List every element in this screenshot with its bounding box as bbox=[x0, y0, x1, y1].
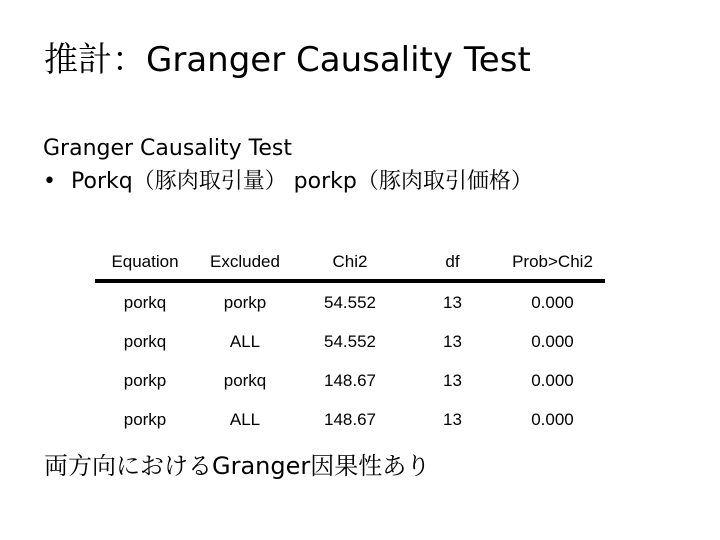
cell-equation: porkq bbox=[123, 292, 167, 312]
body-text bbox=[43, 132, 533, 198]
cell-prob: 0.000 bbox=[531, 292, 574, 312]
header-chi2: Chi2 bbox=[295, 244, 405, 281]
cell-excluded: porkq bbox=[223, 370, 267, 390]
cell-df: 13 bbox=[443, 370, 462, 390]
table-row bbox=[95, 361, 605, 400]
cell-excluded: porkp bbox=[223, 292, 267, 312]
cell-chi2: 148.67 bbox=[324, 409, 376, 429]
cell-equation: porkp bbox=[123, 370, 167, 390]
cell-chi2: 148.67 bbox=[324, 370, 376, 390]
bullet-item bbox=[43, 165, 533, 198]
cell-equation: porkq bbox=[123, 331, 167, 351]
results-table bbox=[95, 244, 605, 439]
bullet-text: Porkq（豚肉取引量） porkp（豚肉取引価格） bbox=[71, 169, 533, 194]
table-row bbox=[95, 322, 605, 361]
cell-prob: 0.000 bbox=[531, 331, 574, 351]
cell-excluded: ALL bbox=[229, 331, 261, 351]
section-heading: Granger Causality Test bbox=[43, 136, 292, 161]
header-equation: Equation bbox=[95, 244, 195, 281]
cell-prob: 0.000 bbox=[531, 370, 574, 390]
cell-df: 13 bbox=[443, 292, 462, 312]
cell-df: 13 bbox=[443, 331, 462, 351]
table-row bbox=[95, 281, 605, 322]
table-row bbox=[95, 400, 605, 439]
header-df: df bbox=[405, 244, 500, 281]
cell-chi2: 54.552 bbox=[324, 331, 376, 351]
header-prob: Prob>Chi2 bbox=[500, 244, 605, 281]
table-header-row bbox=[95, 244, 605, 281]
bullet-mark: • bbox=[43, 169, 56, 194]
header-excluded: Excluded bbox=[195, 244, 295, 281]
cell-excluded: ALL bbox=[229, 409, 261, 429]
conclusion-text: 両方向におけるGranger因果性あり bbox=[44, 452, 431, 480]
cell-equation: porkp bbox=[123, 409, 167, 429]
cell-prob: 0.000 bbox=[531, 409, 574, 429]
cell-chi2: 54.552 bbox=[324, 292, 376, 312]
cell-df: 13 bbox=[443, 409, 462, 429]
slide-title: 推計：Granger Causality Test bbox=[44, 40, 531, 80]
